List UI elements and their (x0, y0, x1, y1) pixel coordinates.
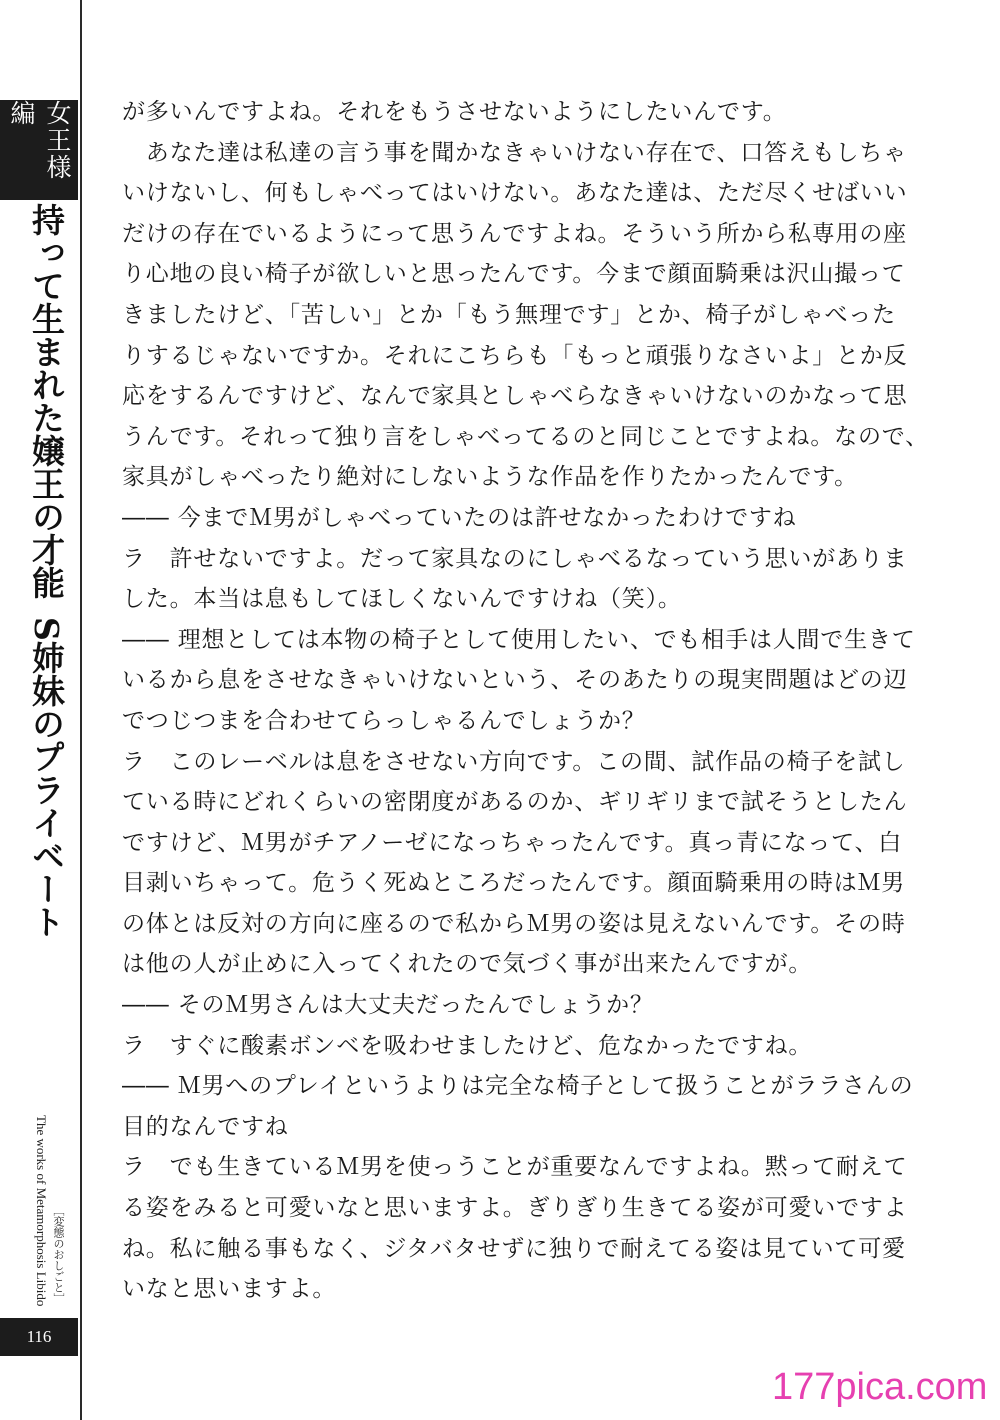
body-line: きましたけど、「苦しい」とか「もう無理です」とか、椅子がしゃべった (122, 301, 896, 328)
body-line: だけの存在でいるようにって思うんですよね。そういう所から私専用の座 (122, 220, 907, 247)
watermark: 177pica.com (772, 1366, 988, 1408)
series-title-en: The works of Metamorphosis Libido (34, 1115, 49, 1307)
body-line: うんです。それって独り言をしゃべってるのと同じことですよね。なので、 (122, 423, 929, 450)
body-line: いけないし、何もしゃべってはいけない。あなた達は、ただ尽くせばいい (122, 180, 908, 207)
section-tab-label: 女王様編 (7, 100, 72, 181)
body-line: ラ このレーベルは息をさせない方向です。この間、試作品の椅子を試し (122, 748, 906, 775)
body-line: いるから息をさせなきゃいけないという、そのあたりの現実問題はどの辺 (122, 667, 908, 694)
body-line: ―― 理想としては本物の椅子として使用したい、でも相手は人間で生きて (122, 626, 916, 653)
body-line: ―― 今までＭ男がしゃべっていたのは許せなかったわけですね (122, 504, 797, 531)
body-line: ラ すぐに酸素ボンベを吸わせましたけど、危なかったですね。 (122, 1032, 813, 1059)
body-line: 目的なんですね (122, 1113, 289, 1140)
running-title-sub: S姉妹のプライベート (27, 617, 66, 938)
body-line: でつじつまを合わせてらっしゃるんでしょうか？ (122, 707, 646, 734)
body-line: ラ でも生きているＭ男を使っうことが重要なんですよね。黙って耐えて (122, 1154, 908, 1181)
series-title-jp: ［変態のおしごと］ (52, 1205, 65, 1304)
body-line: ね。私に触る事もなく、ジタバタせずに独りで耐えてる姿は見ていて可愛 (122, 1235, 906, 1262)
body-line: りするじゃないですか。それにこちらも「もっと頑張りなさいよ」とか反 (122, 342, 908, 369)
body-line: 目剥いちゃって。危うく死ぬところだったんです。顔面騎乗用の時はＭ男 (122, 870, 906, 897)
page-number-label: 116 (26, 1327, 52, 1346)
body-line: る姿をみると可愛いなと思いますよ。ぎりぎり生きてる姿が可愛いですよ (122, 1195, 908, 1222)
body-line: ―― そのＭ男さんは大丈夫だったんでしょうか？ (122, 992, 654, 1019)
body-line: は他の人が止めに入ってくれたので気づく事が出来たんですが。 (122, 951, 813, 978)
body-line: ている時にどれくらいの密閉度があるのか、ギリギリまで試そうとしたん (122, 789, 908, 816)
body-line: ラ 許せないですよ。だって家具なのにしゃべるなっていう思いがありま (122, 545, 908, 572)
body-line: 応をするんですけど、なんで家具としゃべらなきゃいけないのかなって思 (122, 383, 908, 410)
body-line: した。本当は息もしてほしくないんですけね（笑）。 (122, 586, 682, 613)
body-line: 家具がしゃべったり絶対にしないような作品を作りたかったんです。 (122, 464, 858, 491)
running-title-main: 持って生まれた嬢王の才能 (27, 203, 66, 599)
body-line: ですけど、Ｍ男がチアノーゼになっちゃったんです。真っ青になって、白 (122, 829, 903, 856)
body-line: り心地の良い椅子が欲しいと思ったんです。今まで顔面騎乗は沢山撮って (122, 261, 906, 288)
margin-rule (80, 0, 82, 1420)
body-line: あなた達は私達の言う事を聞かなきゃいけない存在で、口答えもしちゃ (122, 139, 907, 166)
running-title (26, 203, 66, 938)
body-line: の体とは反対の方向に座るので私からＭ男の姿は見えないんです。その時 (122, 910, 906, 937)
section-tab (0, 100, 78, 200)
body-line: が多いんですよね。それをもうさせないようにしたいんです。 (122, 99, 787, 125)
page-number (0, 1318, 78, 1356)
article-body (122, 92, 929, 1310)
body-line: いなと思いますよ。 (122, 1276, 337, 1303)
body-line: ―― Ｍ男へのプレイというよりは完全な椅子として扱うことがララさんの (122, 1073, 914, 1100)
